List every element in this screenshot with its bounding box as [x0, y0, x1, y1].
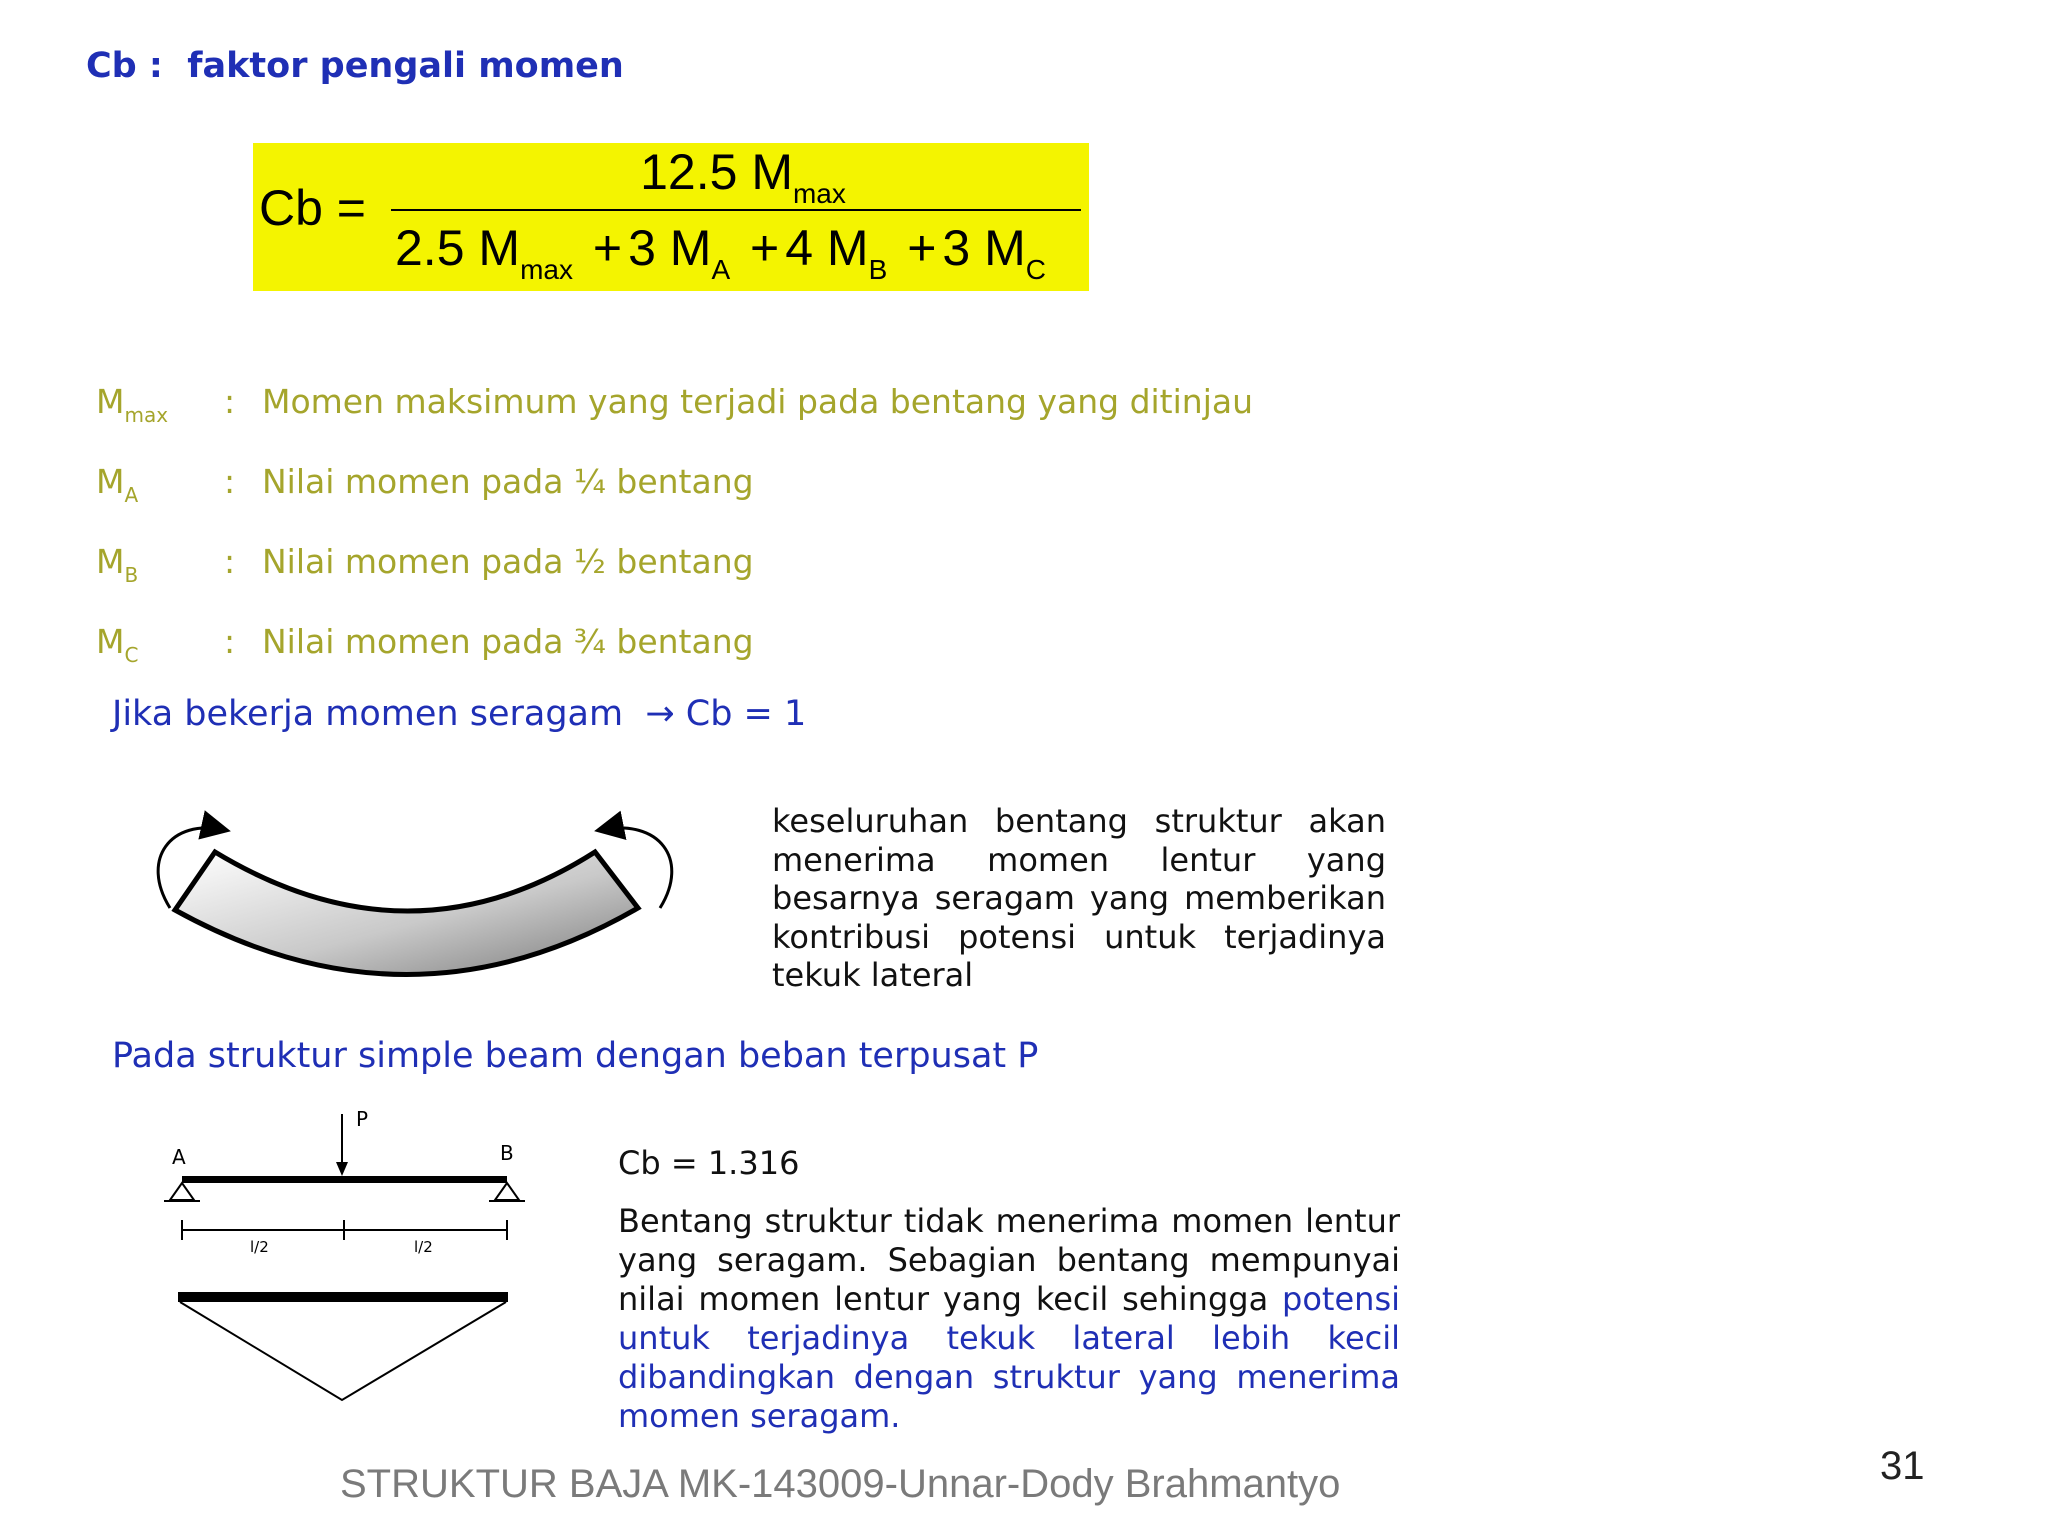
den-term-4-sub: C	[1025, 254, 1046, 285]
uniform-moment-heading: Jika bekerja momen seragam → Cb = 1	[112, 694, 807, 734]
definition-symbol: $M_{max}$	[96, 382, 169, 427]
bent-beam	[175, 852, 638, 975]
definition-text: Nilai momen pada ¼ bentang	[262, 462, 754, 501]
den-op-4: +	[907, 220, 937, 276]
den-term-4: 3 M	[942, 220, 1026, 276]
numerator-coef: 12.5 M	[640, 144, 793, 200]
definition-text: Nilai momen pada ¾ bentang	[262, 622, 754, 661]
den-term-1-sub: max	[520, 254, 573, 285]
den-term-1: 2.5 M	[395, 220, 521, 276]
definition-colon: :	[224, 382, 236, 421]
fraction-line	[391, 209, 1081, 211]
support-b-label: B	[500, 1141, 514, 1165]
uniform-description: keseluruhan bentang struktur akan menerima momen lentur yang besarnya seragam yang memberikan kontribusi potensi untuk terjadinya tekuk lateral	[772, 802, 1386, 994]
den-term-3-sub: B	[868, 254, 888, 285]
cb-value: Cb = 1.316	[618, 1144, 800, 1182]
dim-right-label: l/2	[414, 1238, 433, 1256]
simple-beam-description	[618, 1202, 1400, 1436]
formula-numerator	[413, 143, 1073, 210]
moment-diagram	[180, 1302, 506, 1400]
definition-text: Nilai momen pada ½ bentang	[262, 542, 754, 581]
den-op-3: +	[750, 220, 780, 276]
formula-denominator	[395, 219, 1046, 286]
footer-text: STRUKTUR BAJA MK-143009-Unnar-Dody Brahmantyo	[340, 1462, 1341, 1506]
definition-colon: :	[224, 542, 236, 581]
simple-beam-diagram	[150, 1104, 550, 1414]
definition-symbol: $M_C$	[96, 622, 139, 667]
page-title: Cb : faktor pengali momen	[86, 46, 624, 86]
load-label: P	[356, 1107, 369, 1131]
support-b	[495, 1183, 519, 1200]
dim-left-label: l/2	[250, 1238, 269, 1256]
curved-beam-diagram	[130, 800, 690, 1000]
den-op-2: +	[592, 220, 623, 276]
definition-text: Momen maksimum yang terjadi pada bentang yang ditinjau	[262, 382, 1254, 421]
numerator-sub: max	[792, 178, 846, 209]
cb-formula	[253, 143, 1089, 291]
description-blue: potensi untuk terjadinya tekuk lateral lebih kecil dibandingkan dengan struktur yang menerima momen seragam.	[618, 1280, 1400, 1435]
definition-colon: :	[224, 462, 236, 501]
definition-symbol: $M_B$	[96, 542, 139, 587]
den-term-3: 4 M	[785, 220, 869, 276]
definition-colon: :	[224, 622, 236, 661]
simple-beam-heading: Pada struktur simple beam dengan beban terpusat P	[112, 1036, 1039, 1076]
load-arrow-head	[336, 1162, 348, 1176]
den-term-2: 3 M	[628, 220, 712, 276]
support-a-label: A	[172, 1145, 186, 1169]
den-term-2-sub: A	[711, 254, 731, 285]
support-a	[170, 1183, 194, 1200]
formula-lhs: Cb =	[259, 180, 367, 236]
description-black: Bentang struktur tidak menerima momen lentur yang seragam. Sebagian bentang mempunyai nilai momen lentur yang kecil sehingga	[618, 1202, 1400, 1318]
beam	[182, 1176, 507, 1183]
page-number: 31	[1880, 1444, 1925, 1488]
moment-diagram-base	[178, 1292, 508, 1302]
definition-symbol: $M_A$	[96, 462, 139, 507]
